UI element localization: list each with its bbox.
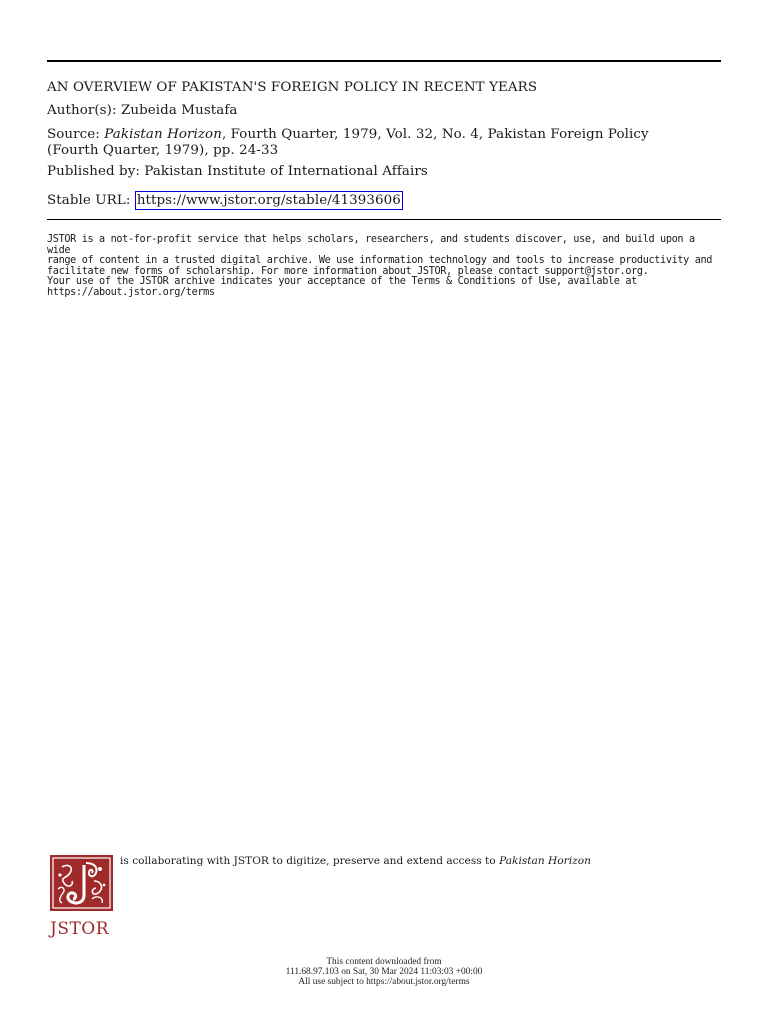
jstor-logo [50, 855, 114, 938]
source-details-1: , Fourth Quarter, 1979, Vol. 32, No. 4, Pakistan Foreign Policy [221, 127, 649, 142]
source-line-1 [47, 127, 721, 143]
collaboration-text: is collaborating with JSTOR to digitize, preserve and extend access to [120, 855, 496, 867]
divider-rule [47, 219, 721, 220]
jstor-emblem-icon [50, 855, 113, 911]
notice-line: https://about.jstor.org/terms [47, 286, 215, 298]
source-line [47, 127, 721, 159]
footer-line-1: This content downloaded from [326, 957, 442, 967]
stable-url-link[interactable]: https://www.jstor.org/stable/41393606 [136, 193, 401, 208]
article-title: AN OVERVIEW OF PAKISTAN'S FOREIGN POLICY IN RECENT YEARS [47, 80, 538, 95]
source-details-2: (Fourth Quarter, 1979), pp. 24-33 [47, 143, 279, 158]
notice-line: facilitate new forms of scholarship. For more information about JSTOR, please contact support@jstor.org. [47, 266, 649, 278]
source-journal: Pakistan Horizon [104, 127, 222, 142]
author-name: Zubeida Mustafa [120, 103, 238, 118]
footer-line-2: 111.68.97.103 on Sat, 30 Mar 2024 11:03:03 +00:00 [285, 967, 483, 977]
download-footer [0, 957, 768, 987]
terms-notice [47, 277, 721, 298]
stable-url-line [47, 191, 721, 210]
top-rule [47, 60, 721, 62]
stable-url-label: Stable URL: [47, 193, 131, 208]
notice-line: JSTOR is a not-for-profit service that helps scholars, researchers, and students discover, use, and build upon a wide [47, 234, 695, 256]
author-label: Author(s): [47, 103, 117, 118]
author-line [47, 103, 721, 119]
publisher-name: Pakistan Institute of International Affairs [144, 164, 428, 179]
jstor-service-notice [47, 235, 721, 278]
collaboration-journal: Pakistan Horizon [499, 855, 591, 867]
collaboration-statement [120, 855, 591, 867]
source-label: Source: [47, 127, 100, 142]
footer-line-3: All use subject to https://about.jstor.org/terms [298, 977, 470, 987]
notice-line: range of content in a trusted digital archive. We use information technology and tools to increase productivity and [47, 255, 713, 267]
jstor-wordmark: JSTOR [50, 919, 110, 939]
publisher-line [47, 164, 721, 180]
published-label: Published by: [47, 164, 140, 179]
notice-line: Your use of the JSTOR archive indicates your acceptance of the Terms & Conditions of Use, available at [47, 276, 637, 287]
